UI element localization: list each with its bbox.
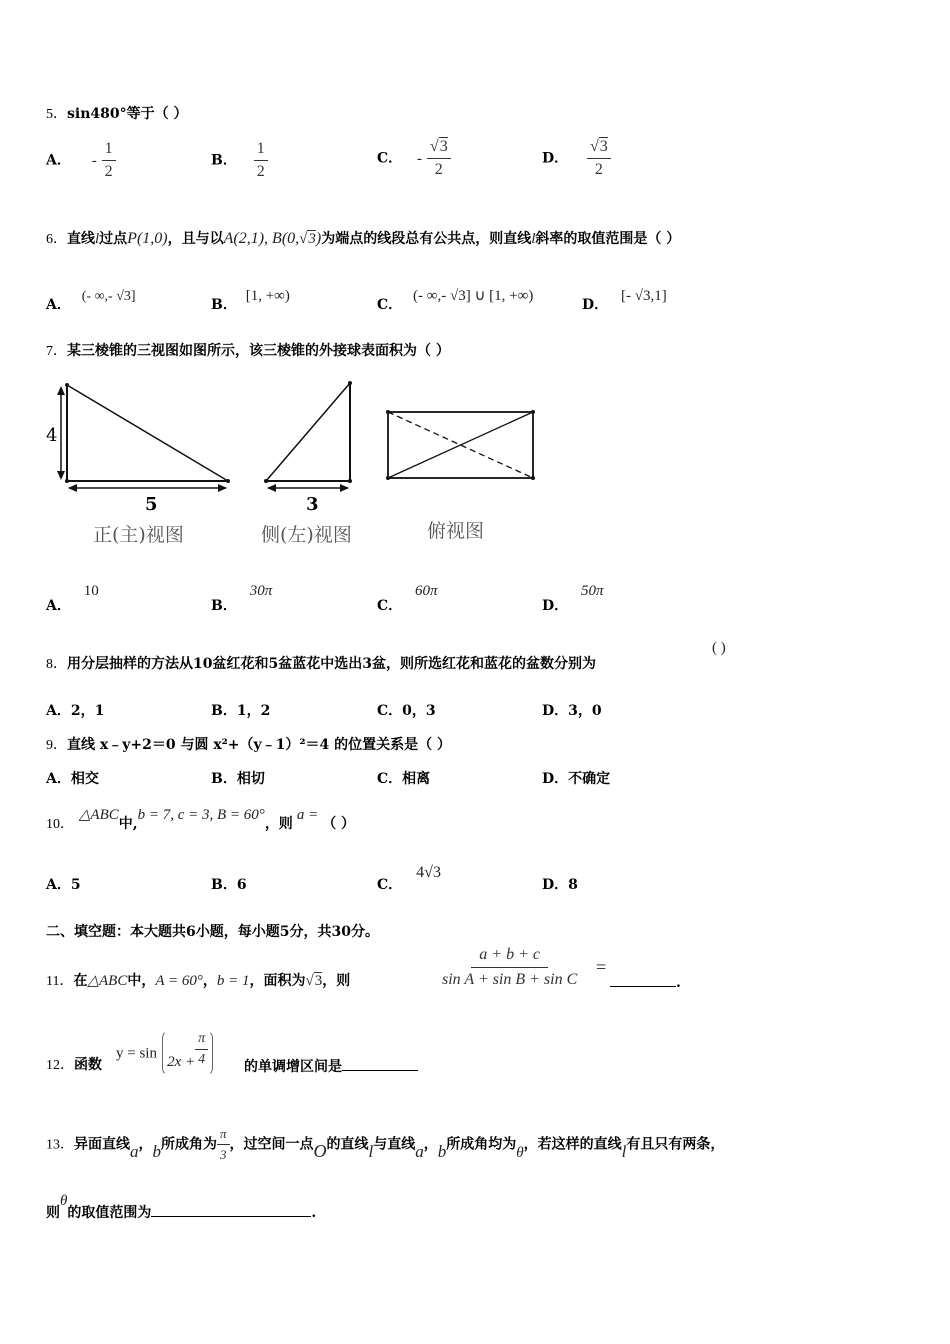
q9-option-c — [377, 768, 430, 788]
q11-text: ，面积为 — [249, 973, 306, 989]
fraction-denominator: 2 — [594, 161, 603, 178]
option-value: 2，1 — [70, 703, 105, 719]
math-fraction — [195, 1031, 208, 1068]
fraction-numerator: π — [195, 1031, 208, 1050]
q13-stem — [46, 1126, 724, 1163]
q11-text: 在 — [73, 973, 88, 989]
q10-option-c — [377, 862, 441, 893]
q6-option-b-letter: B． — [211, 297, 237, 313]
option-value: 相离 — [402, 771, 431, 787]
q8-number: 8． — [46, 657, 67, 672]
math-side-b: b = 1 — [216, 973, 250, 989]
math-b: b — [152, 1141, 161, 1161]
q7-option-c-value: 60π — [415, 583, 438, 599]
option-letter: C． — [377, 877, 403, 893]
q6-option-c-letter: C． — [377, 297, 403, 313]
q6-option-d — [582, 285, 667, 313]
front-width-label: 5 — [145, 494, 158, 515]
q11-equals: = — [596, 957, 607, 977]
math-o: O — [313, 1140, 327, 1161]
q5-number: 5． — [46, 107, 67, 122]
q13-text: 所成角为 — [161, 1136, 217, 1153]
front-view — [46, 383, 230, 546]
q11-answer-blank[interactable] — [610, 970, 681, 991]
q12-text: 的单调增区间是 — [244, 1059, 342, 1075]
option-letter: B． — [211, 703, 237, 719]
q5-stem — [46, 103, 187, 123]
option-value: 4√3 — [416, 864, 441, 881]
sqrt-radicand: 3 — [314, 973, 323, 989]
q5-option-c-letter: C． — [377, 150, 403, 167]
q8-option-a — [46, 700, 104, 720]
q10-option-b — [211, 874, 247, 894]
q11-fraction — [440, 946, 579, 989]
q7-option-a-value: 10 — [83, 583, 99, 599]
q6-stem — [46, 228, 680, 248]
q10-number: 10． — [46, 817, 74, 832]
math-angle-a: A = 60° — [155, 973, 203, 989]
q9-number: 9． — [46, 738, 67, 753]
math-conditions: b = 7, c = 3, B = 60° — [137, 807, 265, 823]
option-value: 相交 — [70, 771, 99, 787]
q5-option-b — [211, 140, 268, 181]
q8-text: 用分层抽样的方法从10盆红花和5盆蓝花中选出3盆，则所选红花和蓝花的盆数分别为 — [67, 656, 596, 672]
q6-option-a — [46, 285, 136, 313]
math-a: a — [130, 1141, 139, 1161]
math-b: b — [437, 1141, 447, 1161]
q5-option-b-letter: B． — [211, 152, 237, 169]
q7-option-b-value: 30π — [249, 583, 273, 599]
q13-text: ，过空间一点 — [229, 1136, 314, 1153]
q7-option-c-letter: C． — [377, 598, 403, 614]
front-view-caption: 正(主)视图 — [93, 524, 184, 546]
q13-text: 所成角均为 — [446, 1136, 517, 1153]
q10-text: （ ） — [322, 816, 356, 832]
option-letter: D． — [542, 877, 569, 893]
q12-tail — [244, 1054, 418, 1076]
q11-text: ， — [202, 973, 217, 989]
q5-option-d — [542, 138, 611, 179]
q5-option-a-fraction — [102, 140, 116, 181]
q6-option-d-letter: D． — [582, 297, 609, 313]
fraction-numerator: π — [217, 1126, 230, 1145]
math-l: l — [95, 231, 100, 247]
math-expression: 2x + — [167, 1054, 196, 1070]
top-view — [386, 410, 535, 542]
option-value: 1，2 — [236, 703, 271, 719]
math-function-name: y = sin — [116, 1045, 157, 1062]
q8-option-d — [542, 700, 602, 720]
sqrt-radicand: 3 — [599, 138, 608, 155]
q13-end: . — [311, 1205, 317, 1221]
q7-option-b-letter: B． — [211, 598, 237, 614]
math-point-p: P(1,0) — [127, 230, 168, 247]
q7-option-d-letter: D． — [542, 598, 569, 614]
q6-text: 直线 — [67, 231, 95, 247]
q8-stem — [46, 653, 596, 673]
q9-option-a — [46, 768, 99, 788]
q11-text: 中， — [127, 973, 156, 989]
q7-option-d — [542, 580, 604, 614]
q12-stem — [46, 1054, 102, 1074]
q11-fraction-body — [440, 946, 579, 989]
q11-text: ，则 — [322, 973, 351, 989]
q6-text: 为端点的线段总有公共点，则直线 — [321, 231, 532, 247]
q8-answer-paren: ( ) — [712, 640, 726, 656]
option-value: 8 — [568, 877, 578, 893]
q7-option-a-letter: A． — [46, 598, 71, 614]
option-letter: D． — [542, 703, 569, 719]
option-value: 不确定 — [568, 771, 611, 787]
math-triangle: △ABC — [87, 973, 128, 989]
q7-number: 7． — [46, 344, 67, 359]
q6-option-a-letter: A． — [46, 297, 71, 313]
q6-option-c-value: (- ∞,- √3] ∪ [1, +∞) — [413, 288, 534, 304]
q13-line2 — [46, 1193, 317, 1222]
sqrt-radicand: 3 — [308, 231, 316, 247]
q10-text: 中, — [118, 816, 138, 832]
q7-option-c — [377, 580, 438, 614]
fraction-numerator: 1 — [254, 140, 268, 161]
option-value: 0，3 — [402, 703, 436, 719]
q11-stem: 11．在△ABC中，A = 60°，b = 1，面积为√3，则 — [46, 973, 351, 989]
option-letter: B． — [211, 877, 237, 893]
fraction-denominator: 2 — [256, 163, 265, 180]
fraction-denominator: 3 — [220, 1147, 227, 1162]
q5-option-a — [46, 140, 116, 181]
q12-function — [116, 1030, 213, 1076]
q7-option-a — [46, 580, 99, 614]
answer-blank[interactable] — [151, 1200, 311, 1217]
q13-text: 异面直线 — [74, 1136, 130, 1153]
math-fraction — [217, 1126, 230, 1163]
front-height-label: 4 — [46, 425, 58, 446]
q6-option-b-value: [1, +∞) — [245, 288, 290, 304]
q12-number: 12． — [46, 1058, 74, 1073]
q9-option-b — [211, 768, 265, 788]
answer-blank[interactable] — [610, 970, 676, 987]
q5-option-a-letter: A． — [46, 152, 71, 169]
q5-option-c — [377, 138, 451, 179]
q6-option-b — [211, 285, 290, 313]
q13-text: 与直线 — [373, 1136, 416, 1153]
q13-text: ， — [423, 1136, 438, 1153]
option-value: 3，0 — [568, 703, 602, 719]
q13-text: 的直线 — [326, 1136, 369, 1153]
q5-option-d-letter: D． — [542, 150, 569, 167]
math-ab-part: ) — [315, 230, 322, 247]
q8-option-c — [377, 700, 436, 720]
option-letter: C． — [377, 771, 403, 787]
fraction-denominator: sin A + sin B + sin C — [442, 971, 578, 988]
q11-number: 11． — [46, 974, 74, 989]
q6-number: 6． — [46, 232, 67, 247]
q6-option-c — [377, 285, 534, 313]
math-a: a = — [296, 807, 319, 823]
option-letter: D． — [542, 771, 569, 787]
math-points-ab: A(2,1), B(0,√3) — [223, 230, 322, 247]
q5-text: sin480°等于（ ） — [67, 106, 188, 122]
fraction-denominator: 2 — [104, 163, 113, 180]
q9-stem — [46, 734, 451, 754]
q10-stem — [46, 807, 356, 833]
option-letter: A． — [46, 771, 71, 787]
option-letter: A． — [46, 877, 71, 893]
q13-number: 13． — [46, 1137, 74, 1153]
option-value: 5 — [70, 877, 81, 893]
q7-text: 某三棱锥的三视图如图所示，该三棱锥的外接球表面积为（ ） — [67, 343, 450, 359]
q5-option-c-sign: - — [417, 150, 423, 167]
answer-blank[interactable] — [342, 1054, 418, 1071]
option-value: 6 — [236, 877, 247, 893]
q6-text: ，且与以 — [167, 231, 224, 247]
q6-option-a-value: (- ∞,- √3] — [81, 289, 136, 304]
side-width-label: 3 — [306, 494, 319, 515]
math-a: a — [415, 1141, 424, 1161]
q9-text: 直线 x﹣y+2＝0 与圆 x²+（y﹣1）²＝4 的位置关系是（ ） — [67, 737, 452, 753]
math-theta: θ — [60, 1193, 68, 1209]
math-theta: θ — [516, 1144, 524, 1161]
q10-option-a — [46, 874, 81, 894]
q5-option-d-fraction: $\frac{√3}{2}$ — [587, 138, 611, 179]
q13-text: ，若这样的直线 — [523, 1136, 622, 1153]
q11-end: . — [676, 975, 681, 991]
q7-option-d-value: 50π — [581, 583, 604, 599]
q5-option-b-fraction — [254, 140, 268, 181]
q8-option-b — [211, 700, 270, 720]
q6-option-d-value: [- √3,1] — [621, 288, 667, 304]
math-triangle: △ABC — [78, 807, 119, 823]
q13-text: 则 — [46, 1205, 60, 1221]
q12-text: 函数 — [74, 1057, 102, 1073]
q5-option-c-fraction: $\frac{√3}{2}$ — [427, 138, 451, 179]
option-value: 相切 — [236, 771, 265, 787]
math-parentheses — [162, 1030, 213, 1076]
q7-option-b — [211, 580, 273, 614]
fraction-numerator: a + b + c — [471, 946, 548, 968]
q9-option-d — [542, 768, 610, 788]
fraction-numerator: 1 — [102, 140, 116, 161]
option-letter: B． — [211, 771, 237, 787]
math-l: l — [368, 1141, 374, 1161]
math-l: l — [531, 231, 536, 247]
side-view-caption: 侧(左)视图 — [261, 524, 352, 546]
q6-text: 斜率的取值范围是（ ） — [535, 231, 681, 247]
top-view-caption: 俯视图 — [427, 520, 485, 542]
q13-text: ， — [138, 1136, 153, 1153]
q13-text: 有且只有两条， — [626, 1136, 725, 1153]
math-ab-part: A(2,1), B(0, — [223, 230, 300, 247]
option-letter: C． — [377, 703, 403, 719]
sqrt-radicand: 3 — [439, 138, 448, 155]
q10-text: ，则 — [264, 816, 293, 832]
side-view — [261, 381, 352, 546]
fraction-denominator: 4 — [198, 1052, 206, 1067]
math-l: l — [621, 1141, 627, 1161]
q6-text: 过点 — [99, 231, 128, 247]
fraction-denominator: 2 — [434, 161, 443, 178]
three-view-figure — [40, 375, 560, 555]
q5-option-a-sign: - — [91, 152, 97, 169]
section-2-heading: 二、填空题：本大题共6小题，每小题5分，共30分。 — [46, 924, 379, 940]
q13-text: 的取值范围为 — [67, 1205, 152, 1221]
q10-option-d — [542, 874, 578, 894]
option-letter: A． — [46, 703, 71, 719]
q7-stem — [46, 340, 450, 360]
